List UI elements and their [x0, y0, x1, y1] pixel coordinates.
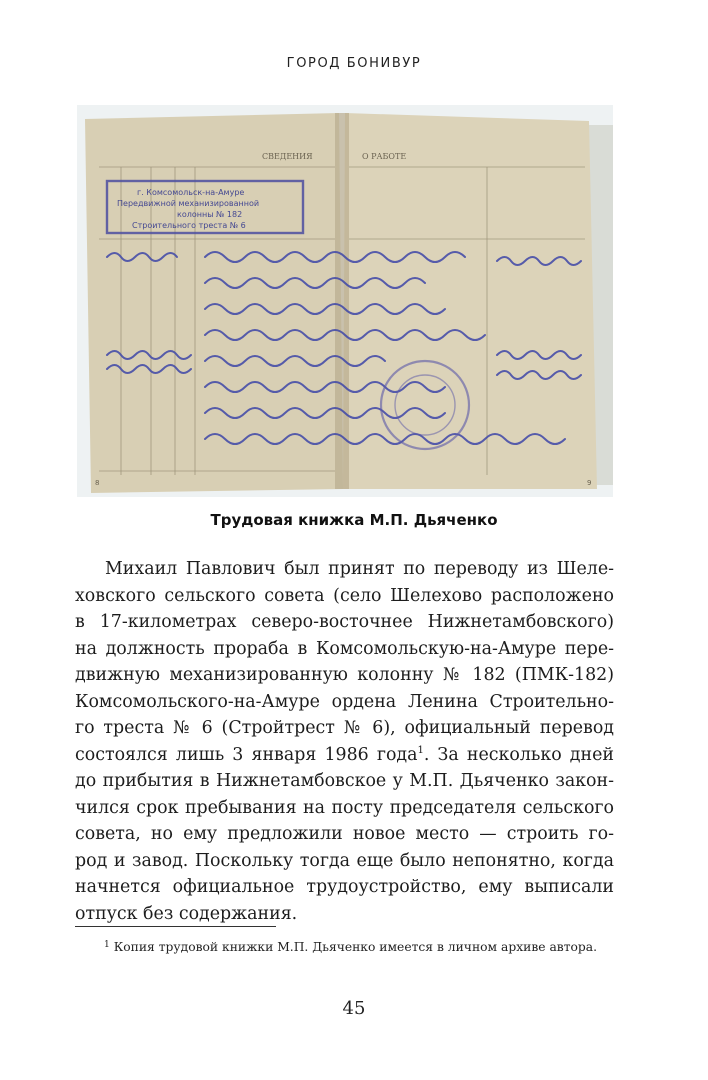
running-header: ГОРОД БОНИВУР	[286, 56, 422, 71]
svg-text:9: 9	[587, 479, 592, 487]
footnote-reference[interactable]: 1	[417, 744, 424, 756]
body-line: го треста № 6 (Стройтрест № 6), официальный перевод	[75, 718, 614, 738]
body-line: ховского сельского совета (село Шелехово расположено	[75, 585, 614, 606]
stamp-line-3: колонны № 182	[177, 210, 243, 219]
body-paragraph	[75, 556, 614, 927]
photo-heading-left: СВЕДЕНИЯ	[262, 152, 313, 161]
photo-heading-right: О РАБОТЕ	[362, 152, 407, 161]
footnote	[104, 940, 614, 954]
body-line: Михаил Павлович был принят по переводу из Шеле-	[105, 559, 614, 579]
body-line: на должность прораба в Комсомольскую-на-Амуре пере-	[75, 638, 614, 659]
body-line: движную механизированную колонну № 182 (ПМК-182)	[75, 665, 614, 685]
body-line: род и завод. Поскольку тогда еще было непонятно, когда	[75, 850, 614, 871]
body-line-part: состоялся лишь 3 января 1986 года	[75, 744, 418, 765]
body-line-with-footnote	[75, 742, 614, 769]
footnote-divider	[75, 926, 276, 927]
work-record-book-photo	[77, 105, 613, 497]
footnote-marker: 1	[104, 940, 110, 950]
footnote-text: Копия трудовой книжки М.П. Дьяченко имеется в личном архиве автора.	[113, 940, 598, 954]
stamp-line-2: Передвижной механизированной	[117, 199, 260, 208]
body-line: в 17-километрах северо-восточнее Нижнетамбовского)	[75, 612, 614, 632]
body-line: начнется официальное трудоустройство, ему выписали	[75, 877, 614, 897]
body-line: Комсомольского-на-Амуре ордена Ленина Строительно-	[75, 691, 614, 712]
stamp-line-4: Строительного треста № 6	[132, 221, 246, 230]
svg-text:8: 8	[95, 479, 100, 487]
page-number: 45	[342, 998, 366, 1019]
figure-caption: Трудовая книжка М.П. Дьяченко	[210, 511, 498, 529]
body-line: совета, но ему предложили новое место — строить го-	[75, 824, 614, 844]
body-line-part: . За несколько дней	[423, 744, 614, 765]
body-line: отпуск без содержания.	[75, 903, 298, 924]
body-line: до прибытия в Нижнетамбовское у М.П. Дьяченко закон-	[75, 771, 614, 791]
body-line: чился срок пребывания на посту председателя сельского	[75, 797, 614, 818]
stamp-line-1: г. Комсомольск-на-Амуре	[137, 188, 245, 197]
